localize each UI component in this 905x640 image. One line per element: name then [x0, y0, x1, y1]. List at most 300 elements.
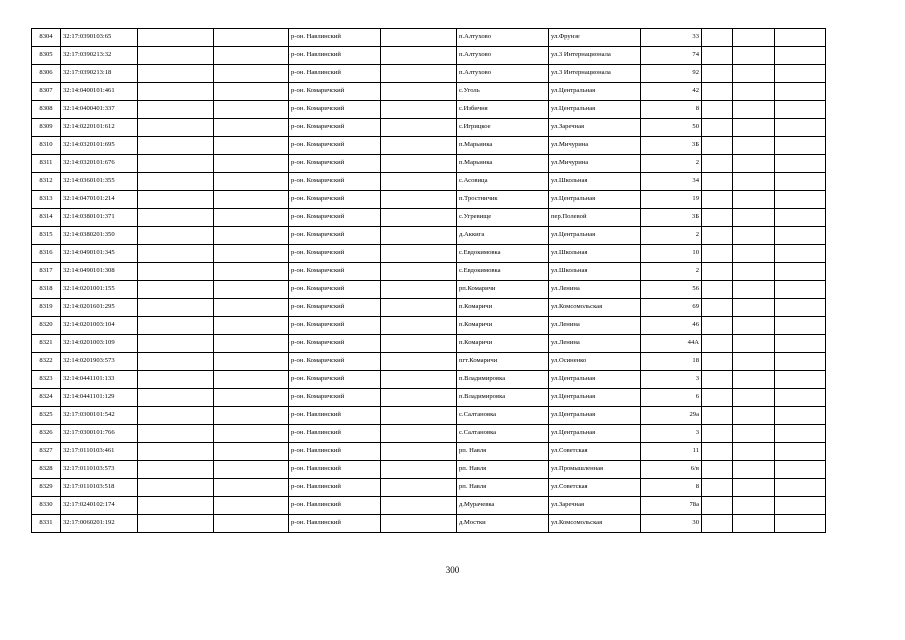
- cell-row-number: 8318: [32, 281, 61, 299]
- cell-empty: [138, 461, 214, 479]
- cell-empty: [702, 461, 733, 479]
- cell-empty: [702, 83, 733, 101]
- cell-row-number: 8329: [32, 479, 61, 497]
- cell-empty: [214, 119, 289, 137]
- cell-empty: [702, 47, 733, 65]
- cell-cadastral-number: 32:14:0441101:133: [61, 371, 138, 389]
- cell-empty: [381, 317, 457, 335]
- table-row: [32, 371, 826, 389]
- cell-empty: [381, 299, 457, 317]
- cell-empty: [381, 245, 457, 263]
- table-row: [32, 263, 826, 281]
- cell-empty: [775, 227, 826, 245]
- cell-locality: п.Владимировка: [457, 371, 549, 389]
- cell-street: ул.Осиненко: [549, 353, 641, 371]
- cell-locality: п.Марьинка: [457, 155, 549, 173]
- cell-empty: [702, 209, 733, 227]
- cell-house-number: 10: [641, 245, 702, 263]
- cell-empty: [381, 47, 457, 65]
- cell-row-number: 8308: [32, 101, 61, 119]
- cell-row-number: 8304: [32, 29, 61, 47]
- cell-cadastral-number: 32:17:0110103:461: [61, 443, 138, 461]
- cell-empty: [702, 101, 733, 119]
- cell-house-number: 50: [641, 119, 702, 137]
- cell-empty: [775, 497, 826, 515]
- cell-empty: [214, 65, 289, 83]
- cell-empty: [381, 173, 457, 191]
- cell-house-number: 92: [641, 65, 702, 83]
- cell-empty: [733, 299, 775, 317]
- cell-empty: [381, 425, 457, 443]
- cell-empty: [381, 263, 457, 281]
- cell-empty: [775, 245, 826, 263]
- cell-district: р-он. Навлинский: [289, 443, 381, 461]
- cell-row-number: 8331: [32, 515, 61, 533]
- cell-empty: [702, 281, 733, 299]
- cell-empty: [381, 119, 457, 137]
- cell-house-number: 46: [641, 317, 702, 335]
- cell-empty: [214, 29, 289, 47]
- cell-row-number: 8327: [32, 443, 61, 461]
- cell-empty: [775, 425, 826, 443]
- cell-empty: [214, 173, 289, 191]
- cell-district: р-он. Навлинский: [289, 65, 381, 83]
- cell-district: р-он. Комаричский: [289, 263, 381, 281]
- cell-empty: [733, 407, 775, 425]
- cell-row-number: 8314: [32, 209, 61, 227]
- cell-district: р-он. Комаричский: [289, 173, 381, 191]
- cell-empty: [702, 407, 733, 425]
- cell-empty: [138, 335, 214, 353]
- cell-district: р-он. Навлинский: [289, 47, 381, 65]
- cell-house-number: 3: [641, 371, 702, 389]
- cell-street: ул.Мичурина: [549, 137, 641, 155]
- cell-empty: [775, 65, 826, 83]
- cell-empty: [702, 173, 733, 191]
- cell-empty: [381, 65, 457, 83]
- table-row: [32, 155, 826, 173]
- cell-empty: [775, 119, 826, 137]
- cell-empty: [733, 227, 775, 245]
- cell-row-number: 8326: [32, 425, 61, 443]
- cell-empty: [733, 461, 775, 479]
- cell-cadastral-number: 32:14:0360101:355: [61, 173, 138, 191]
- cell-empty: [214, 389, 289, 407]
- cell-empty: [702, 515, 733, 533]
- cell-district: р-он. Навлинский: [289, 515, 381, 533]
- table-row: [32, 227, 826, 245]
- cell-locality: с.Евдокимовка: [457, 245, 549, 263]
- cell-district: р-он. Навлинский: [289, 29, 381, 47]
- cell-district: р-он. Комаричский: [289, 371, 381, 389]
- cell-locality: п.Тростничик: [457, 191, 549, 209]
- cell-house-number: 34: [641, 173, 702, 191]
- cell-empty: [138, 407, 214, 425]
- cell-cadastral-number: 32:17:0390103:65: [61, 29, 138, 47]
- cell-empty: [138, 227, 214, 245]
- cell-empty: [214, 515, 289, 533]
- cell-cadastral-number: 32:14:0380101:371: [61, 209, 138, 227]
- cell-empty: [214, 101, 289, 119]
- cell-row-number: 8312: [32, 173, 61, 191]
- cell-empty: [702, 263, 733, 281]
- cell-locality: п.Марьинка: [457, 137, 549, 155]
- cell-row-number: 8328: [32, 461, 61, 479]
- cell-cadastral-number: 32:14:0441101:129: [61, 389, 138, 407]
- cell-house-number: 19: [641, 191, 702, 209]
- cell-empty: [733, 425, 775, 443]
- table-row: [32, 83, 826, 101]
- cell-empty: [138, 119, 214, 137]
- cell-district: р-он. Навлинский: [289, 425, 381, 443]
- cell-street: ул.Школьная: [549, 263, 641, 281]
- cell-locality: п.Алтухово: [457, 65, 549, 83]
- cell-house-number: 2: [641, 227, 702, 245]
- cell-empty: [381, 371, 457, 389]
- registry-table-body: [32, 29, 826, 533]
- cell-empty: [138, 371, 214, 389]
- cell-locality: п.Алтухово: [457, 47, 549, 65]
- cell-empty: [138, 101, 214, 119]
- cell-district: р-он. Навлинский: [289, 497, 381, 515]
- cell-cadastral-number: 32:14:0201903:573: [61, 353, 138, 371]
- table-row: [32, 65, 826, 83]
- cell-empty: [733, 83, 775, 101]
- cell-empty: [381, 83, 457, 101]
- cell-locality: пгт.Комаричи: [457, 353, 549, 371]
- cell-district: р-он. Комаричский: [289, 227, 381, 245]
- cell-cadastral-number: 32:14:0400401:337: [61, 101, 138, 119]
- table-row: [32, 281, 826, 299]
- cell-empty: [138, 515, 214, 533]
- cell-house-number: 56: [641, 281, 702, 299]
- cell-empty: [138, 137, 214, 155]
- cell-empty: [702, 155, 733, 173]
- cell-locality: с.Салтановка: [457, 407, 549, 425]
- cell-locality: д.Мурачевка: [457, 497, 549, 515]
- cell-empty: [702, 371, 733, 389]
- cell-empty: [214, 263, 289, 281]
- table-row: [32, 353, 826, 371]
- cell-locality: с.Асовица: [457, 173, 549, 191]
- cell-empty: [775, 443, 826, 461]
- cell-locality: п.Комаричи: [457, 299, 549, 317]
- cell-empty: [214, 479, 289, 497]
- cell-empty: [733, 65, 775, 83]
- cell-locality: с.Угревище: [457, 209, 549, 227]
- cell-empty: [138, 281, 214, 299]
- table-row: [32, 317, 826, 335]
- cell-empty: [702, 425, 733, 443]
- cell-empty: [138, 425, 214, 443]
- cell-street: ул.Заречная: [549, 497, 641, 515]
- cell-empty: [733, 191, 775, 209]
- cell-street: ул.Заречная: [549, 119, 641, 137]
- cell-locality: рп. Навля: [457, 461, 549, 479]
- cell-empty: [214, 155, 289, 173]
- cell-empty: [381, 137, 457, 155]
- cell-district: р-он. Навлинский: [289, 407, 381, 425]
- cell-empty: [138, 389, 214, 407]
- cell-empty: [733, 101, 775, 119]
- cell-street: ул.Промышленная: [549, 461, 641, 479]
- cell-empty: [702, 317, 733, 335]
- cell-empty: [775, 47, 826, 65]
- cell-empty: [733, 317, 775, 335]
- cell-house-number: 3Б: [641, 209, 702, 227]
- cell-cadastral-number: 32:17:0300101:542: [61, 407, 138, 425]
- cell-empty: [702, 335, 733, 353]
- table-row: [32, 497, 826, 515]
- cell-street: ул.Советская: [549, 479, 641, 497]
- cell-empty: [138, 29, 214, 47]
- cell-empty: [733, 47, 775, 65]
- cell-locality: рп. Навля: [457, 443, 549, 461]
- cell-empty: [775, 101, 826, 119]
- cell-empty: [214, 137, 289, 155]
- cell-district: р-он. Комаричский: [289, 119, 381, 137]
- cell-locality: с.Избичня: [457, 101, 549, 119]
- cell-empty: [381, 353, 457, 371]
- cell-empty: [733, 335, 775, 353]
- cell-district: р-он. Комаричский: [289, 83, 381, 101]
- cell-row-number: 8323: [32, 371, 61, 389]
- cell-street: ул.Центральная: [549, 227, 641, 245]
- cell-empty: [381, 191, 457, 209]
- cell-street: ул.Ленина: [549, 281, 641, 299]
- cell-empty: [138, 479, 214, 497]
- cell-empty: [214, 209, 289, 227]
- cell-district: р-он. Комаричский: [289, 101, 381, 119]
- cell-empty: [214, 371, 289, 389]
- cell-empty: [138, 155, 214, 173]
- cell-cadastral-number: 32:17:0390213:18: [61, 65, 138, 83]
- cell-row-number: 8316: [32, 245, 61, 263]
- cell-empty: [702, 497, 733, 515]
- cell-empty: [138, 443, 214, 461]
- cell-row-number: 8309: [32, 119, 61, 137]
- cell-house-number: 18: [641, 353, 702, 371]
- cell-empty: [214, 353, 289, 371]
- cell-street: ул.Ленина: [549, 317, 641, 335]
- cell-locality: рп. Навля: [457, 479, 549, 497]
- cell-house-number: 11: [641, 443, 702, 461]
- cell-street: ул.3 Интернационала: [549, 47, 641, 65]
- cell-empty: [702, 443, 733, 461]
- cell-cadastral-number: 32:17:0240102:174: [61, 497, 138, 515]
- cell-district: р-он. Комаричский: [289, 155, 381, 173]
- cell-empty: [733, 371, 775, 389]
- cell-empty: [381, 515, 457, 533]
- cell-empty: [381, 479, 457, 497]
- cell-empty: [775, 353, 826, 371]
- cell-empty: [214, 425, 289, 443]
- cell-row-number: 8320: [32, 317, 61, 335]
- cell-street: ул.Комсомольская: [549, 299, 641, 317]
- cell-cadastral-number: 32:14:0490101:308: [61, 263, 138, 281]
- table-row: [32, 245, 826, 263]
- cell-empty: [775, 335, 826, 353]
- cell-house-number: 33: [641, 29, 702, 47]
- cell-district: р-он. Комаричский: [289, 281, 381, 299]
- cell-district: р-он. Комаричский: [289, 137, 381, 155]
- cell-empty: [775, 299, 826, 317]
- cell-empty: [733, 119, 775, 137]
- cell-cadastral-number: 32:14:0201003:104: [61, 317, 138, 335]
- cell-house-number: 42: [641, 83, 702, 101]
- cell-empty: [138, 191, 214, 209]
- cell-street: ул.Центральная: [549, 407, 641, 425]
- cell-empty: [214, 497, 289, 515]
- cell-street: ул.Комсомольская: [549, 515, 641, 533]
- cell-empty: [214, 191, 289, 209]
- cell-street: ул.Центральная: [549, 371, 641, 389]
- cell-empty: [702, 389, 733, 407]
- cell-empty: [214, 335, 289, 353]
- cell-locality: п.Комаричи: [457, 317, 549, 335]
- cell-locality: с.Евдокимовка: [457, 263, 549, 281]
- cell-empty: [733, 389, 775, 407]
- cell-row-number: 8307: [32, 83, 61, 101]
- cell-cadastral-number: 32:17:0110103:518: [61, 479, 138, 497]
- cell-district: р-он. Комаричский: [289, 245, 381, 263]
- cell-empty: [214, 407, 289, 425]
- cell-empty: [733, 137, 775, 155]
- cell-empty: [775, 317, 826, 335]
- cell-district: р-он. Комаричский: [289, 335, 381, 353]
- cell-empty: [138, 65, 214, 83]
- cell-district: р-он. Навлинский: [289, 479, 381, 497]
- cell-empty: [775, 173, 826, 191]
- table-row: [32, 515, 826, 533]
- cell-empty: [775, 461, 826, 479]
- cell-empty: [775, 263, 826, 281]
- cell-house-number: 6/в: [641, 461, 702, 479]
- cell-empty: [733, 353, 775, 371]
- cell-empty: [381, 335, 457, 353]
- cell-row-number: 8325: [32, 407, 61, 425]
- cell-empty: [381, 227, 457, 245]
- table-row: [32, 29, 826, 47]
- cell-empty: [381, 155, 457, 173]
- cell-empty: [138, 263, 214, 281]
- cell-empty: [775, 479, 826, 497]
- cell-district: р-он. Комаричский: [289, 191, 381, 209]
- cell-house-number: 2: [641, 263, 702, 281]
- cell-empty: [138, 173, 214, 191]
- cell-empty: [733, 209, 775, 227]
- cell-district: р-он. Комаричский: [289, 209, 381, 227]
- cell-empty: [138, 299, 214, 317]
- cell-street: ул.Мичурина: [549, 155, 641, 173]
- table-row: [32, 173, 826, 191]
- cell-district: р-он. Комаричский: [289, 389, 381, 407]
- cell-empty: [775, 137, 826, 155]
- cell-empty: [733, 245, 775, 263]
- cell-row-number: 8310: [32, 137, 61, 155]
- cell-district: р-он. Комаричский: [289, 299, 381, 317]
- cell-empty: [214, 299, 289, 317]
- table-row: [32, 47, 826, 65]
- cell-empty: [214, 227, 289, 245]
- cell-cadastral-number: 32:14:0201001:155: [61, 281, 138, 299]
- cell-empty: [702, 353, 733, 371]
- cell-street: пер.Полевой: [549, 209, 641, 227]
- cell-cadastral-number: 32:14:0201003:109: [61, 335, 138, 353]
- cell-empty: [702, 137, 733, 155]
- table-row: [32, 389, 826, 407]
- cell-empty: [138, 83, 214, 101]
- cell-cadastral-number: 32:14:0380201:350: [61, 227, 138, 245]
- cell-empty: [214, 443, 289, 461]
- cell-street: ул.3 Интернационала: [549, 65, 641, 83]
- cell-cadastral-number: 32:14:0220101:612: [61, 119, 138, 137]
- cell-house-number: 3: [641, 425, 702, 443]
- cell-row-number: 8317: [32, 263, 61, 281]
- cell-empty: [733, 29, 775, 47]
- cell-street: ул.Школьная: [549, 245, 641, 263]
- cell-locality: д.Мостки: [457, 515, 549, 533]
- cell-locality: с.Уголь: [457, 83, 549, 101]
- cell-row-number: 8330: [32, 497, 61, 515]
- cell-empty: [214, 245, 289, 263]
- cell-house-number: 6: [641, 389, 702, 407]
- cell-street: ул.Советская: [549, 443, 641, 461]
- table-row: [32, 299, 826, 317]
- cell-house-number: 44А: [641, 335, 702, 353]
- cell-empty: [775, 389, 826, 407]
- cell-cadastral-number: 32:14:0490101:345: [61, 245, 138, 263]
- cell-empty: [775, 155, 826, 173]
- cell-locality: рп.Комаричи: [457, 281, 549, 299]
- table-row: [32, 137, 826, 155]
- cell-locality: с.Игрицкое: [457, 119, 549, 137]
- cell-empty: [702, 29, 733, 47]
- cell-locality: д.Аккига: [457, 227, 549, 245]
- cell-empty: [733, 497, 775, 515]
- table-row: [32, 443, 826, 461]
- cell-empty: [702, 191, 733, 209]
- cell-empty: [775, 407, 826, 425]
- cell-street: ул.Ленина: [549, 335, 641, 353]
- table-row: [32, 191, 826, 209]
- cell-empty: [702, 65, 733, 83]
- cell-empty: [775, 209, 826, 227]
- cell-empty: [775, 371, 826, 389]
- cell-row-number: 8319: [32, 299, 61, 317]
- cell-cadastral-number: 32:17:0060201:192: [61, 515, 138, 533]
- cell-empty: [138, 317, 214, 335]
- cell-empty: [775, 29, 826, 47]
- cell-empty: [214, 83, 289, 101]
- cell-locality: п.Комаричи: [457, 335, 549, 353]
- cell-cadastral-number: 32:17:0110103:573: [61, 461, 138, 479]
- cell-house-number: 2: [641, 155, 702, 173]
- cell-house-number: 69: [641, 299, 702, 317]
- cell-empty: [138, 209, 214, 227]
- cell-empty: [138, 245, 214, 263]
- cell-empty: [381, 497, 457, 515]
- cell-empty: [381, 389, 457, 407]
- cell-house-number: 29а: [641, 407, 702, 425]
- cell-row-number: 8322: [32, 353, 61, 371]
- cell-house-number: 3Б: [641, 137, 702, 155]
- cell-empty: [214, 47, 289, 65]
- cell-house-number: 78а: [641, 497, 702, 515]
- cell-cadastral-number: 32:14:0201601:295: [61, 299, 138, 317]
- table-row: [32, 407, 826, 425]
- cell-house-number: 74: [641, 47, 702, 65]
